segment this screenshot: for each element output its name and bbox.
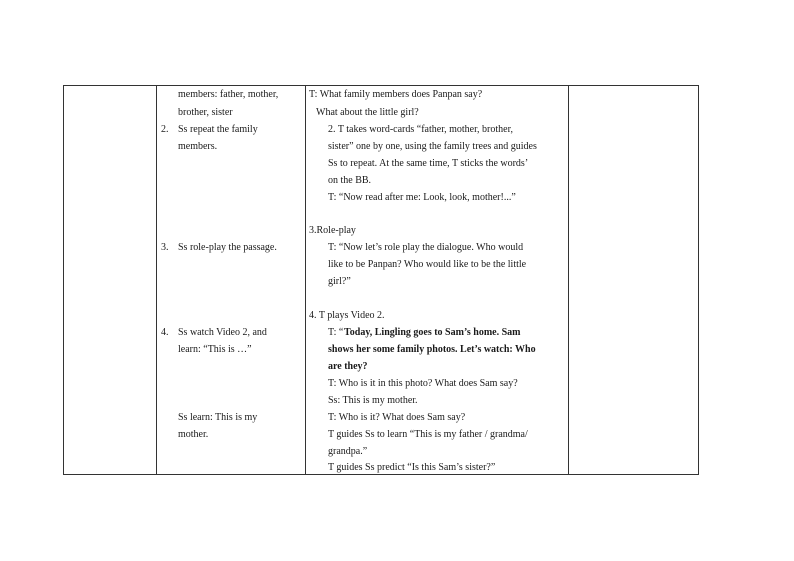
student-activity-line: Ss watch Video 2, and <box>178 327 267 338</box>
section-heading: 4. T plays Video 2. <box>309 310 385 321</box>
student-activity-column <box>157 86 305 474</box>
teacher-activity-line: T: What family members does Panpan say? <box>309 89 483 100</box>
section-heading: 3.Role-play <box>309 225 356 236</box>
teacher-activity-line: What about the little girl? <box>316 107 419 118</box>
student-activity-line: Ss learn: This is my <box>178 412 258 423</box>
teacher-activity-line: T guides Ss to learn “This is my father / grandma/ <box>328 429 528 440</box>
teacher-activity-line: girl?” <box>328 276 351 287</box>
stage-column <box>64 86 156 474</box>
teacher-activity-line: grandpa.” <box>328 446 368 457</box>
list-number: 3. <box>161 242 169 253</box>
student-activity-line: members: father, mother, <box>178 89 279 100</box>
student-activity-line: brother, sister <box>178 107 233 118</box>
teacher-activity-line-bold: Today, Lingling goes to Sam’s home. Sam <box>344 327 521 338</box>
lesson-plan-table <box>63 85 699 475</box>
teacher-activity-line: 2. T takes word-cards “father, mother, brother, <box>328 124 514 135</box>
teacher-activity-line: Ss: This is my mother. <box>328 395 418 406</box>
student-activity-line: learn: “This is …” <box>178 344 252 355</box>
teacher-activity-line: sister” one by one, using the family trees and guides <box>328 141 537 152</box>
teacher-activity-line-bold: are they? <box>328 361 368 372</box>
teacher-activity-line: T: Who is it? What does Sam say? <box>328 412 466 423</box>
student-activity-line: members. <box>178 141 218 152</box>
student-activity-line: Ss role-play the passage. <box>178 242 277 253</box>
teacher-activity-column <box>306 86 568 474</box>
teacher-activity-line-bold: shows her some family photos. Let’s watch: Who <box>328 344 536 355</box>
teacher-activity-line: Ss to repeat. At the same time, T sticks the words’ <box>328 158 529 169</box>
teacher-activity-line: like to be Panpan? Who would like to be the little <box>328 259 527 270</box>
teacher-activity-line: T: “Now read after me: Look, look, mother!...” <box>328 192 516 203</box>
teacher-activity-line: on the BB. <box>328 175 372 186</box>
list-number: 2. <box>161 124 169 135</box>
student-activity-line: Ss repeat the family <box>178 124 258 135</box>
teacher-activity-line: T: Who is it in this photo? What does Sam say? <box>328 378 518 389</box>
list-number: 4. <box>161 327 169 338</box>
teacher-activity-line: T: “Now let’s role play the dialogue. Who would <box>328 242 524 253</box>
teacher-activity-line: T guides Ss predict “Is this Sam’s sister?” <box>328 462 496 473</box>
notes-column <box>569 86 698 474</box>
student-activity-line: mother. <box>178 429 209 440</box>
teacher-activity-line: T: “ <box>328 327 344 338</box>
